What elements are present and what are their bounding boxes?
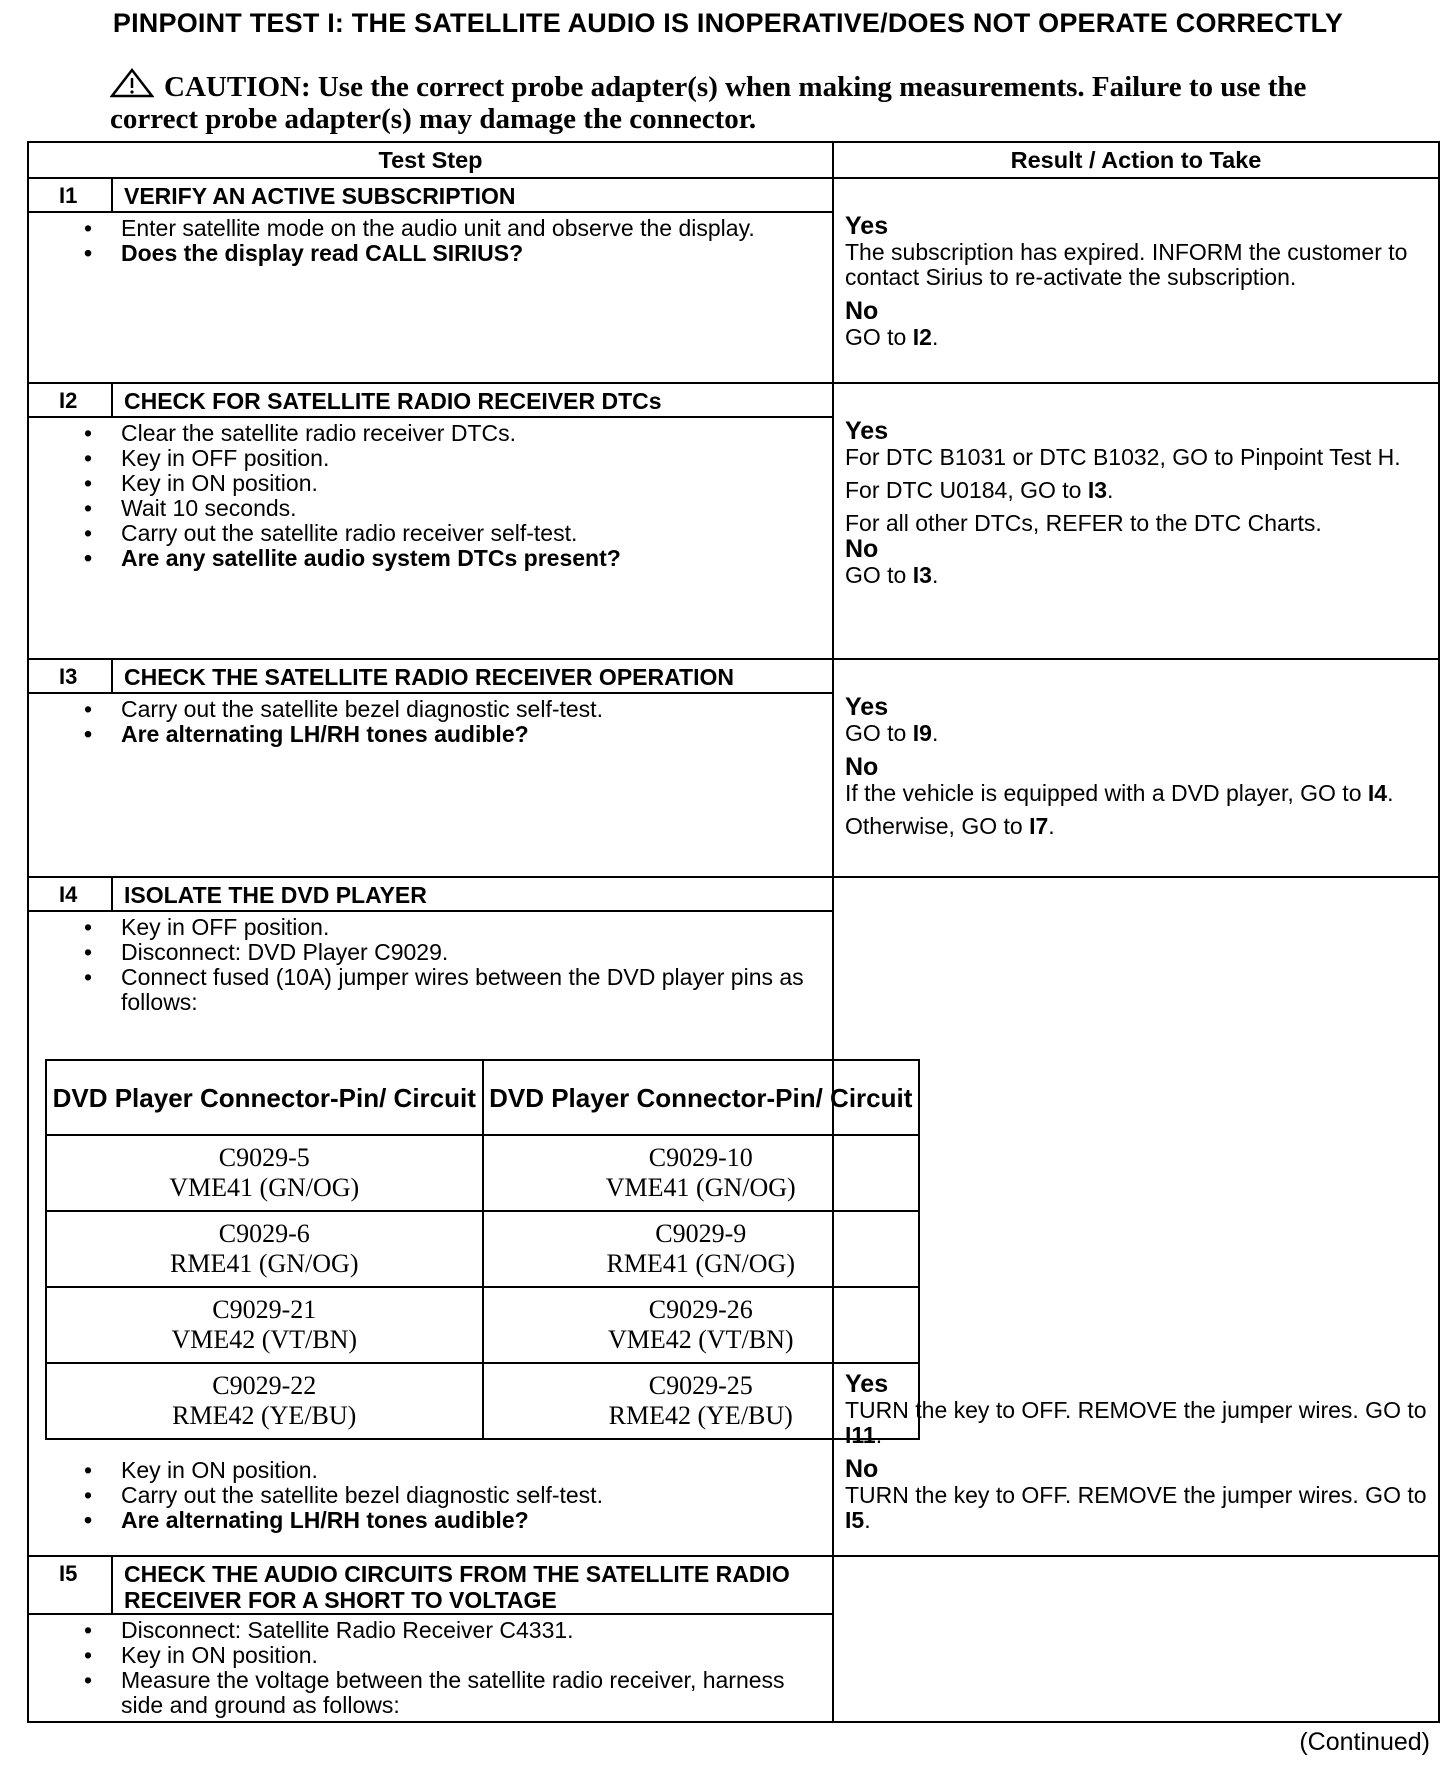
pin-id: C9029-6 <box>218 1219 310 1248</box>
col-header-result: Result / Action to Take <box>833 142 1439 178</box>
pinpoint-test-table <box>27 141 1440 1723</box>
pin-jumper-table <box>45 1059 920 1440</box>
step-instructions <box>28 417 833 659</box>
instruction-question: • Are any satellite audio system DTCs present? <box>121 546 812 571</box>
pin-table-row <box>46 1135 919 1211</box>
step-reference: I11 <box>845 1422 876 1448</box>
pin-table-header: DVD Player Connector-Pin/ Circuit <box>483 1060 920 1135</box>
circuit-id: RME41 (GN/OG) <box>170 1249 359 1278</box>
step-number: I2 <box>28 383 112 417</box>
step-title: ISOLATE THE DVD PLAYER <box>112 877 833 911</box>
pin-cell <box>483 1135 920 1211</box>
result-yes: Yes <box>845 1370 889 1398</box>
instruction-item: • Key in ON position. <box>121 1458 812 1483</box>
instruction-question: • Are alternating LH/RH tones audible? <box>121 722 812 747</box>
table-header-row <box>28 142 1439 178</box>
pin-id: C9029-26 <box>648 1295 753 1324</box>
pin-cell <box>46 1287 483 1363</box>
step-instructions <box>28 693 833 877</box>
step-reference: I4 <box>1367 780 1388 806</box>
pin-cell <box>483 1211 920 1287</box>
step-reference: I7 <box>1029 813 1049 839</box>
instruction-item: • Key in ON position. <box>121 1643 812 1668</box>
result-text: The subscription has expired. INFORM the customer to contact Sirius to re-activate the subscription. <box>845 239 1408 290</box>
instruction-question: • Are alternating LH/RH tones audible? <box>121 1508 812 1533</box>
pin-id: C9029-25 <box>648 1371 753 1400</box>
pin-table-row <box>46 1211 919 1287</box>
step-header-row <box>28 659 1439 693</box>
circuit-id: VME41 (GN/OG) <box>169 1173 360 1202</box>
step-title: CHECK THE SATELLITE RADIO RECEIVER OPERATION <box>112 659 833 693</box>
pin-id: C9029-9 <box>655 1219 747 1248</box>
result-text: GO to I2. <box>845 324 939 350</box>
instruction-question: • Does the display read CALL SIRIUS? <box>121 241 812 266</box>
step-number: I1 <box>28 178 112 212</box>
result-text: If the vehicle is equipped with a DVD player, GO to I4. <box>845 780 1394 806</box>
instruction-item: • Clear the satellite radio receiver DTCs. <box>121 421 812 446</box>
result-text: GO to I9. <box>845 720 939 746</box>
step-result <box>833 383 1439 659</box>
result-text: TURN the key to OFF. REMOVE the jumper wires. GO to I5. <box>845 1482 1427 1533</box>
step-reference: I5 <box>845 1507 865 1533</box>
caution-note <box>110 68 1360 135</box>
instruction-item: • Key in ON position. <box>121 471 812 496</box>
result-text: GO to I3. <box>845 562 939 588</box>
instruction-item: • Carry out the satellite bezel diagnostic self-test. <box>121 1483 812 1508</box>
step-instructions <box>28 212 833 383</box>
step-reference: I9 <box>912 720 932 746</box>
instruction-item: • Key in OFF position. <box>121 446 812 471</box>
pin-cell <box>46 1211 483 1287</box>
page-title: PINPOINT TEST I: THE SATELLITE AUDIO IS INOPERATIVE/DOES NOT OPERATE CORRECTLY <box>112 8 1344 38</box>
instruction-item: • Carry out the satellite bezel diagnostic self-test. <box>121 697 812 722</box>
pin-table-row <box>46 1287 919 1363</box>
circuit-id: RME42 (YE/BU) <box>172 1401 357 1430</box>
caution-text: CAUTION: Use the correct probe adapter(s) when making measurements. Failure to use the correct probe adapter(s) may damage the connector. <box>110 71 1307 135</box>
step-header-row <box>28 1556 1439 1614</box>
circuit-id: VME42 (VT/BN) <box>171 1325 358 1354</box>
step-header-row <box>28 383 1439 417</box>
result-no: No <box>845 535 879 563</box>
step-reference: I2 <box>912 324 932 350</box>
instruction-item: • Enter satellite mode on the audio unit and observe the display. <box>121 216 812 241</box>
pin-table-header-row <box>46 1060 919 1135</box>
pin-table-row <box>46 1363 919 1439</box>
result-text: For all other DTCs, REFER to the DTC Charts. <box>845 510 1322 536</box>
instruction-item: • Disconnect: DVD Player C9029. <box>121 940 812 965</box>
pin-id: C9029-5 <box>218 1143 310 1172</box>
step-result <box>833 877 1439 1556</box>
instruction-item: • Carry out the satellite radio receiver self-test. <box>121 521 812 546</box>
instruction-item: • Connect fused (10A) jumper wires between the DVD player pins as follows: <box>121 965 812 1015</box>
result-no: No <box>845 1455 879 1483</box>
instruction-item: • Wait 10 seconds. <box>121 496 812 521</box>
step-title: VERIFY AN ACTIVE SUBSCRIPTION <box>112 178 833 212</box>
circuit-id: RME41 (GN/OG) <box>606 1249 795 1278</box>
warning-triangle-icon <box>110 68 154 98</box>
result-no: No <box>845 753 879 781</box>
result-text: Otherwise, GO to I7. <box>845 813 1055 839</box>
pin-table-header: DVD Player Connector-Pin/ Circuit <box>46 1060 483 1135</box>
result-yes: Yes <box>845 693 889 721</box>
result-text: For DTC B1031 or DTC B1032, GO to Pinpoint Test H. <box>845 444 1401 470</box>
circuit-id: VME42 (VT/BN) <box>607 1325 794 1354</box>
result-text: For DTC U0184, GO to I3. <box>845 477 1114 503</box>
pin-cell <box>483 1287 920 1363</box>
step-title: CHECK THE AUDIO CIRCUITS FROM THE SATELLITE RADIO RECEIVER FOR A SHORT TO VOLTAGE <box>112 1556 833 1614</box>
step-number: I3 <box>28 659 112 693</box>
col-header-test-step: Test Step <box>28 142 833 178</box>
instruction-item: • Key in OFF position. <box>121 915 812 940</box>
step-result <box>833 178 1439 383</box>
circuit-id: RME42 (YE/BU) <box>608 1401 793 1430</box>
instruction-item: • Measure the voltage between the satellite radio receiver, harness side and ground as follows: <box>121 1668 812 1718</box>
result-no: No <box>845 297 879 325</box>
continued-label: (Continued) <box>1299 1728 1430 1756</box>
step-result <box>833 1556 1439 1722</box>
result-text: TURN the key to OFF. REMOVE the jumper wires. GO to I11. <box>845 1397 1427 1448</box>
pin-cell <box>46 1363 483 1439</box>
circuit-id: VME41 (GN/OG) <box>605 1173 796 1202</box>
pin-id: C9029-22 <box>212 1371 317 1400</box>
step-reference: I3 <box>1087 477 1108 503</box>
result-yes: Yes <box>845 212 889 240</box>
pin-id: C9029-21 <box>212 1295 317 1324</box>
pin-cell <box>46 1135 483 1211</box>
step-header-row <box>28 178 1439 212</box>
step-instructions <box>28 1614 833 1722</box>
result-yes: Yes <box>845 417 889 445</box>
step-header-row <box>28 877 1439 911</box>
step-reference: I3 <box>912 562 932 588</box>
pin-id: C9029-10 <box>648 1143 753 1172</box>
step-number: I4 <box>28 877 112 911</box>
instruction-item: • Disconnect: Satellite Radio Receiver C4331. <box>121 1618 812 1643</box>
step-title: CHECK FOR SATELLITE RADIO RECEIVER DTCs <box>112 383 833 417</box>
step-result <box>833 659 1439 877</box>
step-number: I5 <box>28 1556 112 1614</box>
